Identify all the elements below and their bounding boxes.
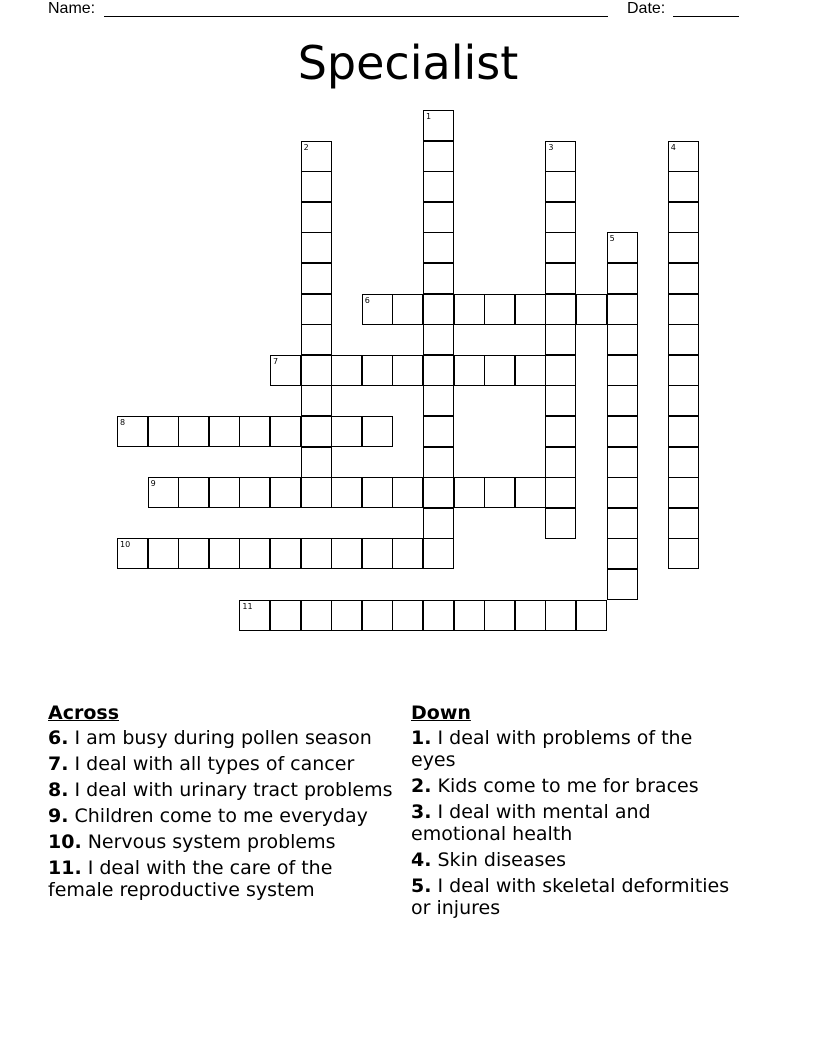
grid-cell[interactable] [362, 416, 393, 447]
clue-text: I deal with the care of the female reproductive system [48, 857, 333, 901]
grid-cell[interactable] [607, 324, 638, 355]
grid-cell[interactable] [239, 416, 270, 447]
clue-text: I deal with skeletal deformities or injures [411, 875, 730, 919]
grid-cell[interactable] [270, 355, 301, 386]
clue-number: 5. [411, 875, 432, 897]
clue-text: Kids come to me for braces [437, 775, 699, 797]
grid-cell[interactable] [117, 416, 148, 447]
grid-cell[interactable] [607, 447, 638, 478]
grid-cell[interactable] [484, 294, 515, 325]
grid-cell[interactable] [607, 538, 638, 569]
clue-down-4 [411, 849, 731, 871]
clue-down-2 [411, 775, 731, 797]
grid-cell[interactable] [668, 232, 699, 263]
grid-cell[interactable] [301, 202, 332, 233]
grid-cell[interactable] [301, 355, 332, 386]
grid-cell[interactable] [607, 294, 638, 325]
cell-number: 11 [242, 601, 253, 611]
grid-cell[interactable] [668, 324, 699, 355]
grid-cell[interactable] [331, 355, 362, 386]
cell-number: 6 [364, 295, 370, 305]
grid-cell[interactable] [270, 477, 301, 508]
cell-number: 9 [150, 479, 156, 489]
clue-number: 2. [411, 775, 432, 797]
grid-cell[interactable] [392, 600, 423, 631]
grid-cell[interactable] [239, 477, 270, 508]
grid-cell[interactable] [576, 600, 607, 631]
cell-number: 4 [670, 142, 676, 152]
grid-cell[interactable] [423, 202, 454, 233]
clue-across-6 [48, 727, 393, 749]
grid-cell[interactable] [423, 355, 454, 386]
grid-cell[interactable] [301, 385, 332, 416]
grid-cell[interactable] [331, 600, 362, 631]
clue-across-10 [48, 831, 393, 853]
cell-number: 5 [609, 234, 615, 244]
grid-cell[interactable] [668, 171, 699, 202]
grid-cell[interactable] [362, 477, 393, 508]
clue-number: 1. [411, 727, 432, 749]
cell-number: 2 [303, 142, 309, 152]
grid-cell[interactable] [392, 477, 423, 508]
grid-cell[interactable] [668, 447, 699, 478]
across-heading: Across [48, 702, 120, 724]
down-clues [411, 700, 731, 923]
grid-cell[interactable] [545, 324, 576, 355]
grid-cell[interactable] [209, 538, 240, 569]
clue-number: 4. [411, 849, 432, 871]
cell-number: 3 [548, 142, 554, 152]
grid-cell[interactable] [331, 416, 362, 447]
grid-cell[interactable] [270, 538, 301, 569]
clue-text: I am busy during pollen season [74, 727, 372, 749]
grid-cell[interactable] [545, 416, 576, 447]
grid-cell[interactable] [668, 538, 699, 569]
grid-cell[interactable] [545, 141, 576, 172]
clue-down-3 [411, 801, 731, 845]
grid-cell[interactable] [148, 538, 179, 569]
grid-cell[interactable] [239, 600, 270, 631]
grid-cell[interactable] [515, 600, 546, 631]
grid-cell[interactable] [148, 477, 179, 508]
grid-cell[interactable] [423, 508, 454, 539]
across-clues [48, 700, 393, 905]
grid-cell[interactable] [668, 508, 699, 539]
grid-cell[interactable] [423, 141, 454, 172]
cell-number: 8 [120, 418, 126, 427]
clue-text: I deal with urinary tract problems [74, 779, 393, 801]
grid-cell[interactable] [668, 263, 699, 294]
grid-cell[interactable] [545, 294, 576, 325]
grid-cell[interactable] [301, 477, 332, 508]
grid-cell[interactable] [545, 202, 576, 233]
grid-cell[interactable] [362, 294, 393, 325]
grid-cell[interactable] [607, 416, 638, 447]
grid-cell[interactable] [423, 324, 454, 355]
grid-cell[interactable] [301, 447, 332, 478]
grid-cell[interactable] [545, 355, 576, 386]
grid-cell[interactable] [270, 416, 301, 447]
grid-cell[interactable] [270, 600, 301, 631]
grid-cell[interactable] [484, 355, 515, 386]
grid-cell[interactable] [668, 355, 699, 386]
clue-text: I deal with all types of cancer [74, 753, 355, 775]
grid-cell[interactable] [301, 232, 332, 263]
grid-cell[interactable] [301, 600, 332, 631]
grid-cell[interactable] [301, 141, 332, 172]
grid-cell[interactable] [423, 416, 454, 447]
grid-cell[interactable] [668, 294, 699, 325]
clue-text: Children come to me everyday [74, 805, 368, 827]
clue-number: 7. [48, 753, 69, 775]
grid-cell[interactable] [545, 477, 576, 508]
grid-cell[interactable] [668, 141, 699, 172]
grid-cell[interactable] [545, 385, 576, 416]
grid-cell[interactable] [423, 600, 454, 631]
grid-cell[interactable] [668, 477, 699, 508]
clue-number: 11. [48, 857, 82, 879]
page-title: Specialist [297, 36, 519, 90]
grid-cell[interactable] [423, 477, 454, 508]
grid-cell[interactable] [178, 477, 209, 508]
clue-text: I deal with mental and emotional health [411, 801, 651, 845]
grid-cell[interactable] [454, 600, 485, 631]
grid-cell[interactable] [301, 416, 332, 447]
grid-cell[interactable] [515, 294, 546, 325]
grid-cell[interactable] [545, 263, 576, 294]
clue-text: I deal with problems of the eyes [411, 727, 693, 771]
grid-cell[interactable] [301, 538, 332, 569]
clue-down-5 [411, 875, 731, 919]
grid-cell[interactable] [148, 416, 179, 447]
grid-cell[interactable] [392, 355, 423, 386]
grid-cell[interactable] [545, 171, 576, 202]
grid-cell[interactable] [301, 263, 332, 294]
grid-cell[interactable] [331, 538, 362, 569]
clue-across-8 [48, 779, 393, 801]
grid-cell[interactable] [117, 538, 148, 569]
grid-cell[interactable] [668, 202, 699, 233]
grid-cell[interactable] [484, 600, 515, 631]
grid-cell[interactable] [423, 110, 454, 141]
grid-cell[interactable] [607, 232, 638, 263]
grid-cell[interactable] [209, 416, 240, 447]
clue-number: 10. [48, 831, 82, 853]
grid-cell[interactable] [545, 600, 576, 631]
grid-cell[interactable] [423, 385, 454, 416]
cell-number: 10 [120, 540, 131, 550]
grid-cell[interactable] [362, 600, 393, 631]
cell-number: 7 [273, 356, 279, 366]
grid-cell[interactable] [178, 538, 209, 569]
grid-cell[interactable] [423, 263, 454, 294]
grid-cell[interactable] [607, 355, 638, 386]
grid-cell[interactable] [423, 447, 454, 478]
grid-cell[interactable] [454, 477, 485, 508]
grid-cell[interactable] [392, 294, 423, 325]
clue-number: 3. [411, 801, 432, 823]
grid-cell[interactable] [545, 508, 576, 539]
clue-number: 6. [48, 727, 69, 749]
grid-cell[interactable] [545, 232, 576, 263]
clue-number: 9. [48, 805, 69, 827]
clue-across-7 [48, 753, 393, 775]
grid-cell[interactable] [515, 477, 546, 508]
grid-cell[interactable] [454, 355, 485, 386]
grid-cell[interactable] [362, 355, 393, 386]
grid-cell[interactable] [301, 294, 332, 325]
down-heading: Down [411, 702, 471, 724]
grid-cell[interactable] [423, 171, 454, 202]
grid-cell[interactable] [545, 447, 576, 478]
clue-across-11 [48, 857, 393, 901]
grid-cell[interactable] [423, 294, 454, 325]
grid-cell[interactable] [668, 385, 699, 416]
grid-cell[interactable] [607, 569, 638, 600]
name-label: Name: [48, 0, 96, 17]
clue-text: Nervous system problems [87, 831, 336, 853]
grid-cell[interactable] [607, 263, 638, 294]
grid-cell[interactable] [209, 477, 240, 508]
grid-cell[interactable] [178, 416, 209, 447]
grid-cell[interactable] [607, 508, 638, 539]
grid-cell[interactable] [484, 477, 515, 508]
grid-cell[interactable] [454, 294, 485, 325]
clue-down-1 [411, 727, 731, 771]
grid-cell[interactable] [301, 171, 332, 202]
grid-cell[interactable] [239, 538, 270, 569]
clue-text: Skin diseases [437, 849, 566, 871]
grid-cell[interactable] [668, 416, 699, 447]
date-label: Date: [627, 0, 666, 17]
grid-cell[interactable] [362, 538, 393, 569]
grid-cell[interactable] [301, 324, 332, 355]
grid-cell[interactable] [576, 294, 607, 325]
clue-number: 8. [48, 779, 69, 801]
grid-cell[interactable] [607, 477, 638, 508]
grid-cell[interactable] [392, 538, 423, 569]
clue-across-9 [48, 805, 393, 827]
grid-cell[interactable] [423, 538, 454, 569]
grid-cell[interactable] [331, 477, 362, 508]
cell-number: 1 [426, 112, 432, 121]
grid-cell[interactable] [515, 355, 546, 386]
grid-cell[interactable] [607, 385, 638, 416]
grid-cell[interactable] [423, 232, 454, 263]
